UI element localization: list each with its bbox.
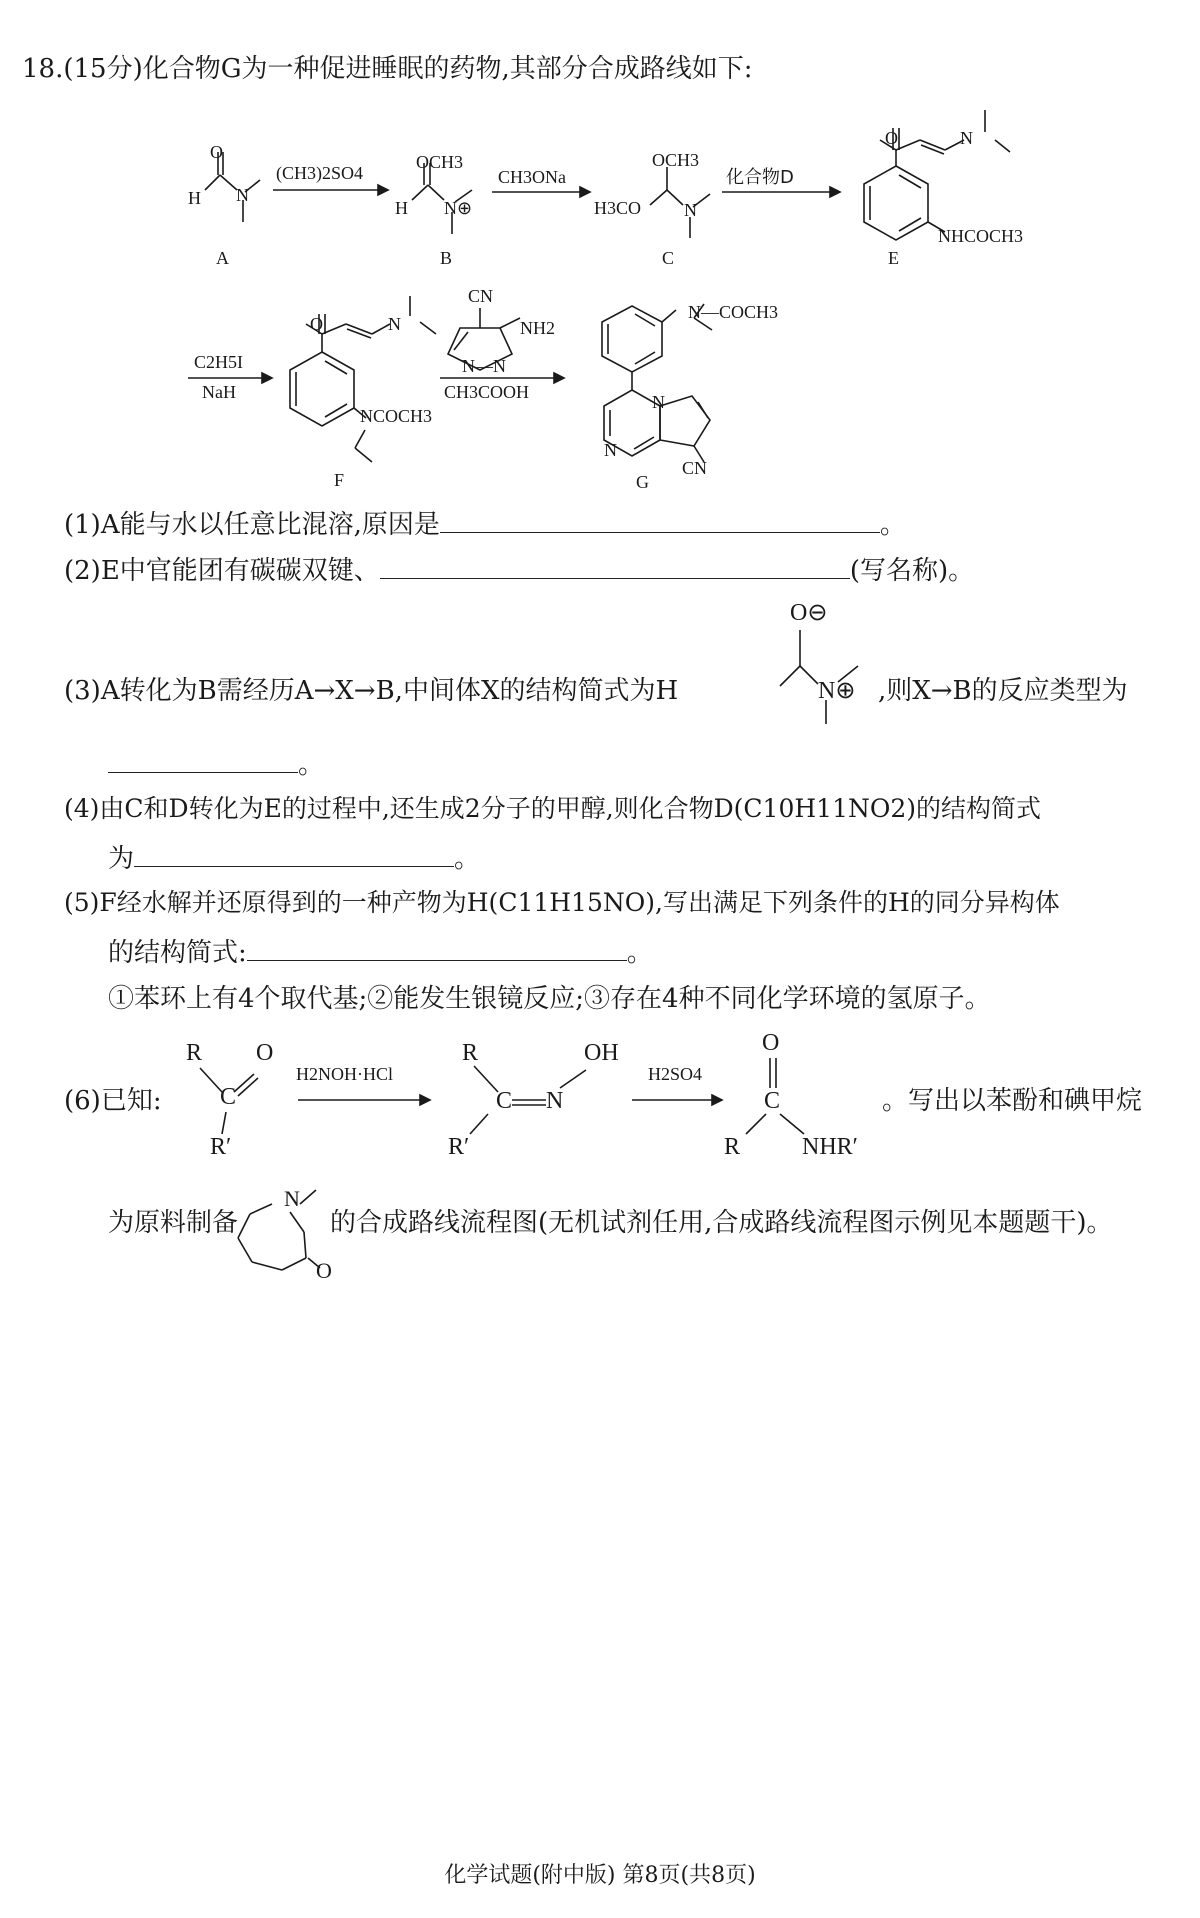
group-och3-c: OCH3 — [652, 150, 700, 170]
structure-x — [0, 600, 1200, 740]
atom-n-ring-g: N — [652, 392, 665, 412]
part3-suffix: ,则X→B的反应类型为 — [878, 676, 1128, 706]
reagent-step4-bottom: NaH — [202, 382, 236, 402]
reagent-step1: (CH3)2SO4 — [276, 163, 364, 183]
atom-o: O — [210, 142, 223, 162]
target-o: O — [316, 1258, 332, 1283]
p6-oh2: OH — [584, 1040, 619, 1066]
label-e: E — [888, 248, 899, 268]
reagent-step2: CH3ONa — [498, 167, 566, 187]
group-cn-g: CN — [682, 458, 708, 478]
part6-line2-prefix: 为原料制备 — [108, 1208, 239, 1238]
answer-blank-3[interactable] — [108, 746, 298, 773]
reagent-step3: 化合物D — [726, 167, 794, 188]
target-n: N — [284, 1186, 300, 1211]
part2: (2)E中官能团有碳碳双键、 (写名称)。 — [64, 552, 974, 588]
group-cn-reagent: CN — [468, 286, 494, 306]
atom-h-b: H — [395, 198, 408, 218]
label-c: C — [662, 248, 675, 268]
p6-c2: C — [496, 1088, 513, 1114]
part1: (1)A能与水以任意比混溶,原因是 。 — [64, 506, 906, 542]
p6-c3: C — [764, 1088, 781, 1114]
part5-line1: (5)F经水解并还原得到的一种产物为H(C11H15NO),写出满足下列条件的H的同分异构体 — [64, 888, 1060, 917]
reagent-step4-top: C2H5I — [194, 352, 243, 372]
p6-rp1: R′ — [210, 1134, 232, 1160]
part5-line2: 的结构简式: 。 — [108, 934, 653, 970]
page-footer: 化学试题(附中版) 第8页(共8页) — [444, 1863, 756, 1888]
group-nh2-reagent: NH2 — [520, 318, 555, 338]
part3-line1: (3)A转化为B需经历A→X→B,中间体X的结构简式为H — [64, 676, 679, 706]
label-g: G — [636, 472, 649, 492]
part3-line2: 。 — [108, 746, 324, 782]
p6-r2: R — [462, 1040, 479, 1066]
group-ncoch3-f: NCOCH3 — [360, 406, 433, 426]
p6-nhr3: NHR′ — [802, 1134, 858, 1160]
group-och3-b: OCH3 — [416, 152, 464, 172]
scheme-row2 — [0, 0, 1200, 520]
answer-blank-2[interactable] — [380, 552, 850, 579]
p6-n2: N — [546, 1088, 564, 1114]
answer-blank-1[interactable] — [440, 506, 880, 533]
x-o-minus: O⊖ — [790, 600, 828, 626]
part5-conditions: ①苯环上有4个取代基;②能发生银镜反应;③存在4种不同化学环境的氢原子。 — [108, 984, 991, 1014]
question-header: 18.(15分)化合物G为一种促进睡眠的药物,其部分合成路线如下: — [22, 54, 753, 84]
part6-prefix: (6)已知: — [64, 1086, 162, 1116]
atom-n: N — [236, 185, 249, 205]
p6-reagent1: H2NOH·HCl — [296, 1064, 393, 1084]
group-nn-reagent: N—N — [462, 356, 506, 376]
atom-n-ring2-g: N — [604, 440, 617, 460]
p6-r3: R — [724, 1134, 741, 1160]
answer-blank-5[interactable] — [247, 934, 627, 961]
label-b: B — [440, 248, 453, 268]
atom-n-f: N — [388, 314, 401, 334]
part4-line2: 为 。 — [108, 840, 480, 876]
x-n-plus: N⊕ — [818, 678, 856, 704]
group-h3co-c: H3CO — [594, 198, 642, 218]
atom-h: H — [188, 188, 201, 208]
group-nhcoch3-e: NHCOCH3 — [938, 226, 1024, 246]
reagent-step5-bottom: CH3COOH — [444, 382, 530, 402]
p6-c1: C — [220, 1084, 237, 1110]
atom-nplus-b: N⊕ — [444, 198, 473, 218]
p6-rp2: R′ — [448, 1134, 470, 1160]
atom-n-c: N — [684, 200, 697, 220]
label-a: A — [216, 248, 229, 268]
p6-reagent2: H2SO4 — [648, 1064, 703, 1084]
atom-o-e: O — [885, 128, 898, 148]
part6-line2-suffix: 的合成路线流程图(无机试剂任用,合成路线流程图示例见本题题干)。 — [330, 1208, 1113, 1238]
atom-o-f: O — [310, 314, 323, 334]
p6-o1: O — [256, 1040, 274, 1066]
group-coch3-g: N—COCH3 — [688, 302, 779, 322]
label-f: F — [334, 470, 345, 490]
p6-o3: O — [762, 1030, 780, 1056]
part4-line1: (4)由C和D转化为E的过程中,还生成2分子的甲醇,则化合物D(C10H11NO2)的结构简式 — [64, 794, 1042, 823]
answer-blank-4[interactable] — [134, 840, 454, 867]
part6-suffix: 。写出以苯酚和碘甲烷 — [882, 1086, 1143, 1116]
p6-r1: R — [186, 1040, 203, 1066]
atom-n-e: N — [960, 128, 973, 148]
